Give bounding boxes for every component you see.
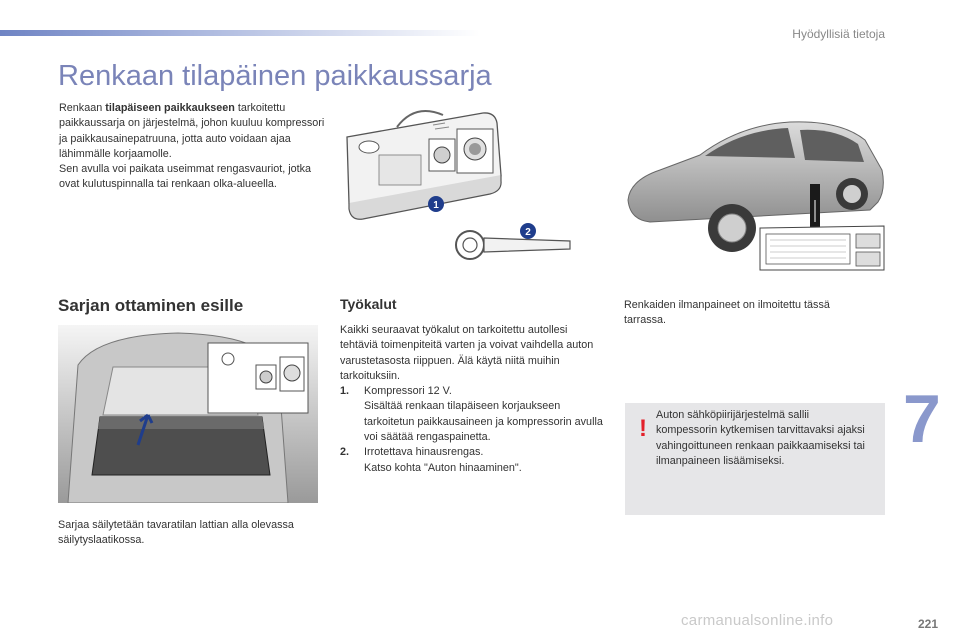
trunk-storage-illustration [58,325,318,503]
intro-text [59,101,329,193]
tools-title: Työkalut [340,296,397,312]
page-number: 221 [917,617,938,631]
tools-item-desc: Sisältää renkaan tilapäiseen korjaukseen tarkoitetun paikkausaineen ja kompressorin avulla voi säätää rengaspainetta. [364,400,603,444]
tools-item-name: Kompressori 12 V. [364,385,452,398]
sarja-section-title: Sarjan ottaminen esille [58,296,244,315]
chapter-number: 7 [903,381,941,457]
intro-rest: tarkoitettu paikkaussarja on järjestelmä, johon kuuluu kompressori ja paikkausainepatruuna, jotta auto voidaan ajaa lähimmälle korjaamolle. [59,102,325,160]
pressure-label-text: Renkaiden ilmanpaineet on ilmoitettu tässä tarrassa. [624,299,830,327]
repair-kit-illustration [335,105,580,270]
tools-item [340,445,608,476]
header-accent-bar [0,30,480,36]
car-pressure-label-illustration [620,110,890,280]
tools-item-text [364,445,522,476]
callout-2-label: 2 [525,227,531,238]
intro-prefix: Renkaan [59,102,106,114]
warning-text: Auton sähköpiirijärjestelmä sallii kompessorin kytkemisen tarvittavaksi ajaksi vahingoittuneen renkaan paikkaamiseksi tai ilmanpaineen lisäämiseksi. [656,409,865,467]
tools-item-text [364,384,608,445]
page-title: Renkaan tilapäinen paikkaussarja [58,60,492,92]
tools-body [340,323,608,476]
tools-item-desc: Katso kohta "Auton hinaaminen". [364,461,522,474]
intro-second: Sen avulla voi paikata useimmat rengasvauriot, jotka ovat kulutuspinnalla tai renkaan olka-alueella. [59,163,312,191]
tools-item-number: 1. [340,385,350,398]
section-header: Hyödyllisiä tietoja [792,27,885,41]
tools-item-number: 2. [340,446,350,459]
callout-1-label: 1 [433,200,439,211]
sarja-caption: Sarjaa säilytetään tavaratilan lattian alla olevassa säilytyslaatikossa. [58,519,294,547]
warning-icon: ! [639,415,647,442]
intro-bold: tilapäiseen paikkaukseen [105,102,235,114]
tools-item-name: Irrotettava hinausrengas. [364,446,484,459]
tools-item [340,384,608,445]
watermark: carmanualsonline.info [681,612,834,629]
tools-intro: Kaikki seuraavat työkalut on tarkoitettu autollesi tehtäviä toimenpiteitä varten ja voivat vaihdella auton varustetasosta riippuen. Älä käytä niitä muihin tarkoituksiin. [340,324,594,382]
warning-box [625,403,885,515]
